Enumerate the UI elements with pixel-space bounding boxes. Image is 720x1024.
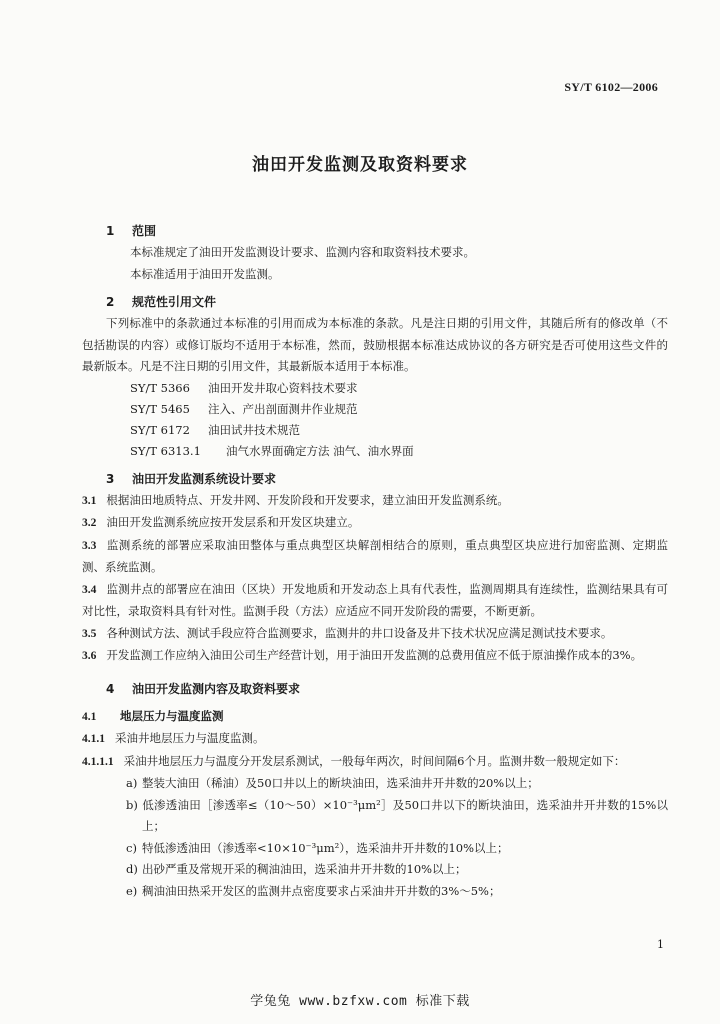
reference-title: 油田试井技术规范 — [208, 422, 300, 437]
list-text: 出砂严重及常规开采的稠油油田，选采油井开井数的10%以上； — [142, 862, 467, 876]
clause-text: 采油井地层压力与温度分开发层系测试，一般每年两次，时间间隔6个月。监测井数一般规定如下： — [123, 753, 626, 768]
list-item — [106, 881, 668, 903]
clause-text: 监测井点的部署应在油田（区块）开发地质和开发动态上具有代表性，监测周期具有连续性，监测结果具有可对比性，录取资料具有针对性。监测手段（方法）应适应不同开发阶段的需要，不断更新。 — [82, 581, 668, 618]
list-item — [106, 795, 668, 838]
list-marker: a) — [126, 776, 138, 790]
section-title: 油田开发监测内容及取资料要求 — [132, 681, 301, 696]
subsection-title: 地层压力与温度监测 — [120, 708, 224, 723]
list-marker: e) — [126, 883, 138, 898]
reference-title: 油气水界面确定方法 油气、油水界面 — [226, 443, 414, 458]
list-text: 特低渗透油田（渗透率<10×10⁻³μm²），选采油井开井数的10%以上； — [142, 840, 509, 855]
clause — [82, 645, 668, 668]
list-text: 整装大油田（稀油）及50口井以上的断块油田，选采油井开井数的20%以上； — [142, 776, 539, 790]
reference-title: 注入、产出剖面测井作业规范 — [208, 401, 358, 416]
section-heading — [106, 468, 668, 490]
clause — [82, 623, 668, 646]
reference-code: SY/T 6313.1 — [130, 443, 201, 458]
section-heading — [106, 678, 668, 700]
paragraph: 本标准适用于油田开发监测。 — [130, 266, 280, 281]
list-marker: d) — [126, 862, 138, 876]
clause — [82, 728, 668, 751]
section-heading — [106, 291, 668, 313]
section-number: 1 — [106, 224, 115, 238]
clause-text: 开发监测工作应纳入油田公司生产经营计划，用于油田开发监测的总费用值应不低于原油操作成本的3%。 — [106, 648, 643, 662]
reference-code: SY/T 5465 — [130, 401, 190, 416]
clause-text: 各种测试方法、测试手段应符合监测要求，监测井的井口设备及井下技术状况应满足测试技术要求。 — [106, 625, 613, 640]
section-title: 范围 — [132, 224, 157, 238]
page-number: 1 — [657, 938, 664, 951]
reference-code: SY/T 5366 — [130, 380, 190, 395]
clause — [82, 490, 668, 513]
clause-number: 3.1 — [82, 494, 97, 507]
clause-number: 4.1.1.1 — [82, 755, 114, 768]
list-item — [106, 773, 668, 795]
list-text: 稠油油田热采开发区的监测井点密度要求占采油井开井数的3%～5%； — [142, 883, 501, 898]
section-number: 4 — [106, 681, 115, 696]
reference-item — [106, 378, 668, 399]
reference-code: SY/T 6172 — [130, 422, 190, 437]
subsection-number: 4.1 — [82, 710, 97, 723]
reference-item — [106, 420, 668, 441]
reference-title: 油田开发井取心资料技术要求 — [208, 380, 358, 395]
clause-text: 根据油田地质特点、开发井网、开发阶段和开发要求，建立油田开发监测系统。 — [106, 492, 509, 507]
section-heading — [106, 220, 668, 242]
section-title: 规范性引用文件 — [132, 295, 217, 309]
clause-number: 3.2 — [82, 517, 97, 529]
paragraph: 下列标准中的条款通过本标准的引用而成为本标准的条款。凡是注日期的引用文件，其随后所有的修改单（不包括勘误的内容）或修订版均不适用于本标准，然而，鼓励根据本标准达成协议的各方研究是否可使用这些文件的最新版本。凡是不注日期的引用文件，其最新版本适用于本标准。 — [82, 316, 668, 373]
clause — [82, 512, 668, 535]
section-title: 油田开发监测系统设计要求 — [132, 471, 277, 486]
subsection-heading — [82, 706, 668, 729]
clause-text: 油田开发监测系统应按开发层系和开发区块建立。 — [106, 515, 360, 529]
clause-text: 采油井地层压力与温度监测。 — [115, 731, 265, 745]
section-number: 2 — [106, 295, 115, 309]
document-title: 油田开发监测及取资料要求 — [252, 155, 468, 175]
clause — [82, 579, 668, 623]
list-text: 低渗透油田［渗透率≤（10～50）×10⁻³μm²］及50口井以下的断块油田，选采油井开井数的15%以上； — [142, 797, 668, 833]
clause-number: 3.6 — [82, 650, 97, 662]
clause-number: 3.3 — [82, 539, 97, 552]
paragraph: 本标准规定了油田开发监测设计要求、监测内容和取资料技术要求。 — [130, 245, 475, 259]
footer-watermark: 学兔兔 www.bzfxw.com 标准下载 — [250, 994, 470, 1009]
clause — [82, 535, 668, 579]
list-marker: c) — [126, 840, 137, 855]
list-marker: b) — [126, 797, 138, 812]
reference-item — [106, 441, 668, 462]
section-number: 3 — [106, 471, 115, 486]
list-item — [106, 838, 668, 860]
document-body — [82, 220, 668, 902]
clause — [82, 751, 668, 774]
clause-number: 4.1.1 — [82, 733, 105, 745]
clause-number: 3.4 — [82, 583, 97, 596]
standard-code: SY/T 6102—2006 — [564, 80, 658, 94]
reference-item — [106, 399, 668, 420]
clause-text: 监测系统的部署应采取油田整体与重点典型区块解剖相结合的原则，重点典型区块应进行加密监测、定期监测、系统监测。 — [82, 537, 668, 574]
list-item — [106, 859, 668, 881]
clause-number: 3.5 — [82, 627, 97, 640]
